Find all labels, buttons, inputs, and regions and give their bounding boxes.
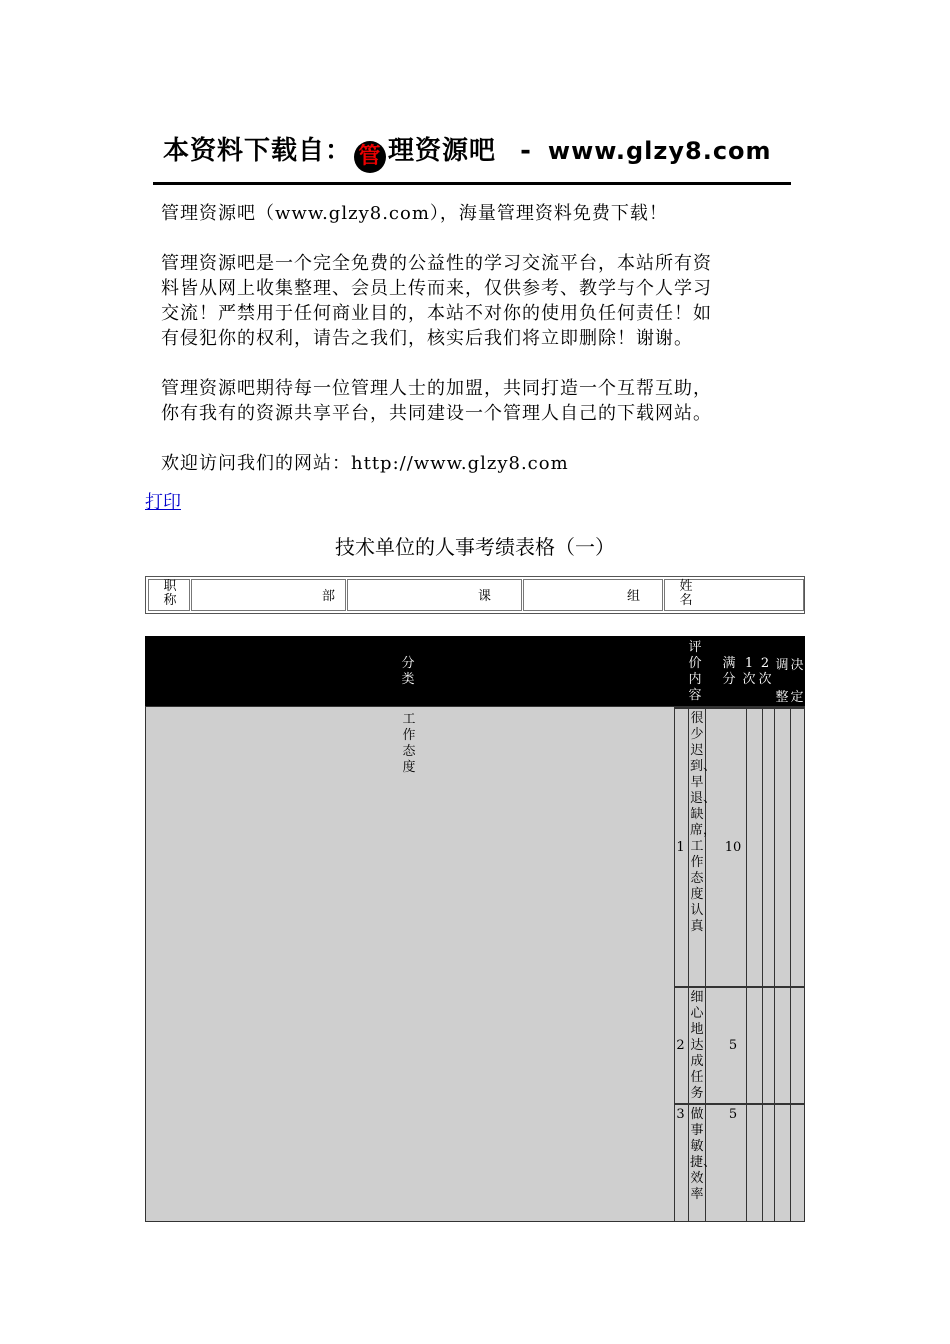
ad-line-4: 交流！严禁用于任何商业目的，本站不对你的使用负任何责任！如 [161, 303, 712, 324]
banner-url: www.glzy8.com [547, 137, 772, 165]
banner-title [163, 130, 772, 173]
item-number: 3 [676, 1107, 685, 1122]
table-row [674, 986, 804, 1104]
page-title: 技术单位的人事考绩表格（一） [335, 535, 615, 559]
title-cell [148, 579, 190, 611]
logo-icon: 管 [354, 141, 386, 173]
ad-line-3: 料皆从网上收集整理、会员上传而来，仅供参考、教学与个人学习 [161, 278, 712, 299]
header-adjust: 调整 [775, 658, 789, 705]
table-header [145, 636, 805, 706]
ad-line-1: 管理资源吧（www.glzy8.com），海量管理资料免费下载！ [161, 203, 668, 224]
banner-prefix: 本资料下载自： [163, 136, 353, 166]
item-text: 做事敏捷、效率 [690, 1107, 717, 1202]
ad-line-5: 有侵犯你的权利，请告之我们，核实后我们将立即删除！谢谢。 [161, 328, 693, 349]
ad-line-6: 管理资源吧期待每一位管理人士的加盟，共同打造一个互帮互助， [161, 378, 712, 399]
name-label: 姓名 [679, 579, 693, 608]
ad-line-8: 欢迎访问我们的网站：http://www.glzy8.com [161, 453, 569, 474]
dept-label: 部 [321, 589, 335, 604]
banner-dash: - [520, 136, 532, 166]
header-decision: 决定 [790, 658, 804, 705]
dept-cell [191, 579, 346, 611]
section-cell [347, 579, 522, 611]
evaluation-table [145, 706, 805, 1222]
header-content: 评价内容 [688, 640, 702, 703]
item-score: 5 [728, 1038, 738, 1053]
title-label: 职称 [163, 579, 177, 608]
section-label: 课 [477, 589, 491, 604]
item-score: 5 [728, 1107, 738, 1122]
name-cell [664, 579, 804, 611]
item-text: 细心地达成任务 [690, 990, 704, 1101]
item-text: 很少迟到、早退、缺席，工作态度认真 [690, 711, 717, 934]
banner-divider [153, 182, 791, 185]
header-category: 分类 [401, 656, 415, 687]
header-full-score: 满分 [722, 656, 736, 687]
ad-line-7: 你有我有的资源共享平台，共同建设一个管理人自己的下载网站。 [161, 403, 712, 424]
item-score: 10 [724, 840, 742, 855]
group-cell [523, 579, 663, 611]
ad-line-2: 管理资源吧是一个完全免费的公益性的学习交流平台，本站所有资 [161, 253, 712, 274]
print-link[interactable]: 打印 [145, 492, 181, 513]
table-row [674, 1103, 804, 1221]
item-number: 2 [676, 1038, 685, 1053]
table-row [674, 707, 804, 987]
group-label: 组 [626, 589, 640, 604]
header-second: 2次 [758, 656, 772, 687]
header-first: 1次 [742, 656, 756, 687]
info-table [145, 576, 805, 614]
category-name: 工作态度 [402, 712, 416, 775]
item-number: 1 [676, 840, 685, 855]
banner-site-name: 理资源吧 [388, 136, 497, 166]
